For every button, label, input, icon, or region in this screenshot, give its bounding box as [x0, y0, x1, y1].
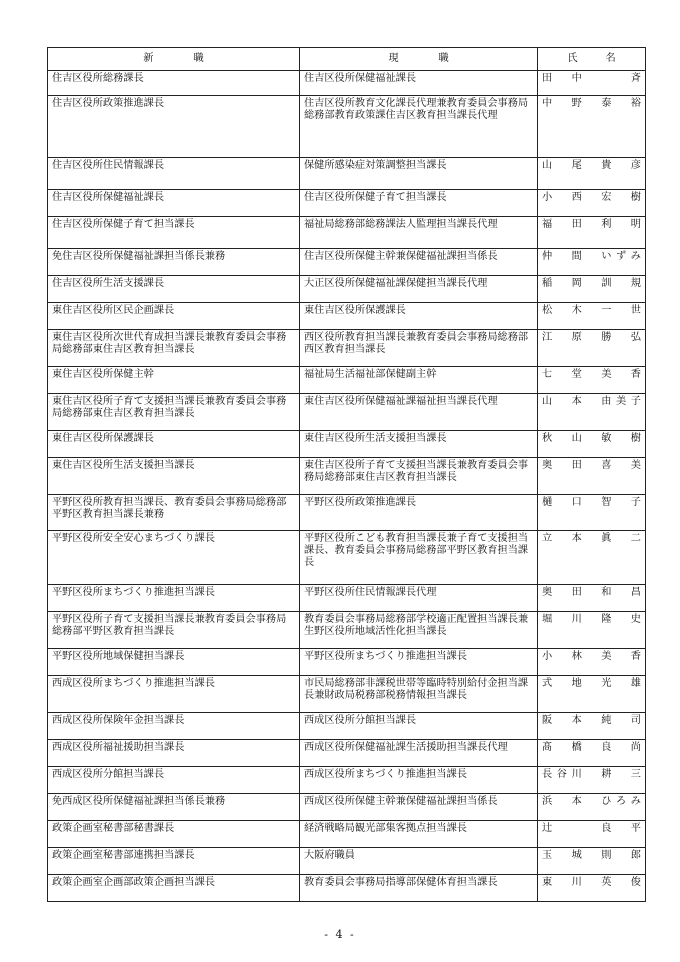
new-post-cell: 東住吉区役所保護課長 — [48, 431, 300, 458]
current-post-cell: 市民局総務部非課税世帯等臨時特別給付金担当課長兼財政局税務部税務情報担当課長 — [300, 676, 538, 713]
table-row — [48, 249, 646, 276]
table-row — [48, 495, 646, 531]
current-post-cell: 住吉区役所保健主幹兼保健福祉課担当係長 — [300, 249, 538, 276]
name-cell: 田 中 斉 — [538, 71, 646, 96]
page-number: - 4 - — [324, 928, 356, 941]
name-cell: 浜 本 ひろみ — [538, 794, 646, 821]
table-row — [48, 190, 646, 217]
name-cell: 仲 間 いずみ — [538, 249, 646, 276]
new-post-cell: 平野区役所まちづくり推進担当課長 — [48, 585, 300, 612]
table-row — [48, 585, 646, 612]
current-post-cell: 平野区役所政策推進課長 — [300, 495, 538, 531]
name-cell: 稲 岡 訓 規 — [538, 276, 646, 303]
name-cell: 立 本 眞 二 — [538, 531, 646, 585]
new-post-cell: 東住吉区役所区民企画課長 — [48, 303, 300, 330]
current-post-cell: 住吉区役所教育文化課長代理兼教育委員会事務局総務部教育政策課住吉区教育担当課長代理 — [300, 96, 538, 158]
new-post-cell: 平野区役所教育担当課長、教育委員会事務局総務部平野区教育担当課長兼務 — [48, 495, 300, 531]
new-post-cell: 政策企画室企画部政策企画担当課長 — [48, 875, 300, 902]
new-post-cell: 東住吉区役所保健主幹 — [48, 367, 300, 394]
current-post-cell: 保健所感染症対策調整担当課長 — [300, 158, 538, 190]
name-cell: 秋 山 敏 樹 — [538, 431, 646, 458]
name-cell: 山 尾 貴 彦 — [538, 158, 646, 190]
new-post-cell: 平野区役所安全安心まちづくり課長 — [48, 531, 300, 585]
name-cell: 福 田 利 明 — [538, 217, 646, 249]
table-row — [48, 330, 646, 367]
name-cell: 奥 田 和 昌 — [538, 585, 646, 612]
new-post-cell: 平野区役所子育て支援担当課長兼教育委員会事務局総務部平野区教育担当課長 — [48, 612, 300, 649]
new-post-cell: 住吉区役所総務課長 — [48, 71, 300, 96]
current-post-cell: 東住吉区役所子育て支援担当課長兼教育委員会事務局総務部東住吉区教育担当課長 — [300, 458, 538, 495]
name-cell: 阪 本 純 司 — [538, 713, 646, 740]
table-row — [48, 649, 646, 676]
name-cell: 堀 川 隆 史 — [538, 612, 646, 649]
table-row — [48, 458, 646, 495]
table-row — [48, 71, 646, 96]
table-row — [48, 821, 646, 848]
new-post-cell: 西成区役所保険年金担当課長 — [48, 713, 300, 740]
table-row — [48, 394, 646, 431]
current-post-cell: 西成区役所保健福祉課生活援助担当課長代理 — [300, 740, 538, 767]
new-post-cell: 政策企画室秘書部秘書課長 — [48, 821, 300, 848]
table-row — [48, 303, 646, 330]
new-post-cell: 免住吉区役所保健福祉課担当係長兼務 — [48, 249, 300, 276]
current-post-cell: 東住吉区役所保健福祉課福祉担当課長代理 — [300, 394, 538, 431]
name-cell: 江 原 勝 弘 — [538, 330, 646, 367]
name-cell: 小 林 美 香 — [538, 649, 646, 676]
new-post-cell: 西成区役所福祉援助担当課長 — [48, 740, 300, 767]
name-cell: 式 地 光 雄 — [538, 676, 646, 713]
table-row — [48, 96, 646, 158]
current-post-cell: 東住吉区役所保護課長 — [300, 303, 538, 330]
new-post-cell: 西成区役所分館担当課長 — [48, 767, 300, 794]
current-post-cell: 教育委員会事務局総務部学校適正配置担当課長兼生野区役所地域活性化担当課長 — [300, 612, 538, 649]
header-name: 氏名 — [538, 48, 646, 71]
current-post-cell: 福祉局生活福祉部保健副主幹 — [300, 367, 538, 394]
new-post-cell: 住吉区役所生活支援課長 — [48, 276, 300, 303]
new-post-cell: 東住吉区役所生活支援担当課長 — [48, 458, 300, 495]
new-post-cell: 住吉区役所保健子育て担当課長 — [48, 217, 300, 249]
name-cell: 小 西 宏 樹 — [538, 190, 646, 217]
table-row — [48, 158, 646, 190]
current-post-cell: 西成区役所分館担当課長 — [300, 713, 538, 740]
new-post-cell: 東住吉区役所子育て支援担当課長兼教育委員会事務局総務部東住吉区教育担当課長 — [48, 394, 300, 431]
table-row — [48, 276, 646, 303]
table-row — [48, 875, 646, 902]
header-row — [48, 48, 646, 71]
new-post-cell: 住吉区役所保健福祉課長 — [48, 190, 300, 217]
current-post-cell: 平野区役所住民情報課長代理 — [300, 585, 538, 612]
table-row — [48, 713, 646, 740]
current-post-cell: 経済戦略局観光部集客拠点担当課長 — [300, 821, 538, 848]
header-new-post: 新職 — [48, 48, 300, 71]
current-post-cell: 教育委員会事務局指導部保健体育担当課長 — [300, 875, 538, 902]
name-cell: 中 野 泰 裕 — [538, 96, 646, 158]
current-post-cell: 住吉区役所保健福祉課長 — [300, 71, 538, 96]
table-row — [48, 367, 646, 394]
personnel-table — [47, 47, 646, 902]
current-post-cell: 西区役所教育担当課長兼教育委員会事務局総務部西区教育担当課長 — [300, 330, 538, 367]
current-post-cell: 東住吉区役所生活支援担当課長 — [300, 431, 538, 458]
new-post-cell: 政策企画室秘書部連携担当課長 — [48, 848, 300, 875]
name-cell: 樋 口 智 子 — [538, 495, 646, 531]
new-post-cell: 東住吉区役所次世代育成担当課長兼教育委員会事務局総務部東住吉区教育担当課長 — [48, 330, 300, 367]
current-post-cell: 平野区役所こども教育担当課長兼子育て支援担当課長、教育委員会事務局総務部平野区教育担当課長 — [300, 531, 538, 585]
table-row — [48, 767, 646, 794]
current-post-cell: 西成区役所まちづくり推進担当課長 — [300, 767, 538, 794]
current-post-cell: 福祉局総務部総務課法人監理担当課長代理 — [300, 217, 538, 249]
table-row — [48, 612, 646, 649]
current-post-cell: 平野区役所まちづくり推進担当課長 — [300, 649, 538, 676]
name-cell: 山 本 由美子 — [538, 394, 646, 431]
name-cell: 辻 良 平 — [538, 821, 646, 848]
new-post-cell: 西成区役所まちづくり推進担当課長 — [48, 676, 300, 713]
name-cell: 長谷川 耕 三 — [538, 767, 646, 794]
name-cell: 松 木 一 世 — [538, 303, 646, 330]
table-row — [48, 740, 646, 767]
new-post-cell: 平野区役所地域保健担当課長 — [48, 649, 300, 676]
table-row — [48, 431, 646, 458]
name-cell: 奥 田 喜 美 — [538, 458, 646, 495]
current-post-cell: 住吉区役所保健子育て担当課長 — [300, 190, 538, 217]
current-post-cell: 大阪府職員 — [300, 848, 538, 875]
header-current-post: 現職 — [300, 48, 538, 71]
name-cell: 東 川 英 俊 — [538, 875, 646, 902]
table-row — [48, 794, 646, 821]
table-row — [48, 848, 646, 875]
name-cell: 七 堂 美 香 — [538, 367, 646, 394]
table-row — [48, 676, 646, 713]
table-row — [48, 531, 646, 585]
new-post-cell: 住吉区役所住民情報課長 — [48, 158, 300, 190]
new-post-cell: 免西成区役所保健福祉課担当係長兼務 — [48, 794, 300, 821]
name-cell: 玉 城 則 郎 — [538, 848, 646, 875]
new-post-cell: 住吉区役所政策推進課長 — [48, 96, 300, 158]
table-row — [48, 217, 646, 249]
name-cell: 髙 橋 良 尚 — [538, 740, 646, 767]
current-post-cell: 西成区役所保健主幹兼保健福祉課担当係長 — [300, 794, 538, 821]
current-post-cell: 大正区役所保健福祉課保健担当課長代理 — [300, 276, 538, 303]
